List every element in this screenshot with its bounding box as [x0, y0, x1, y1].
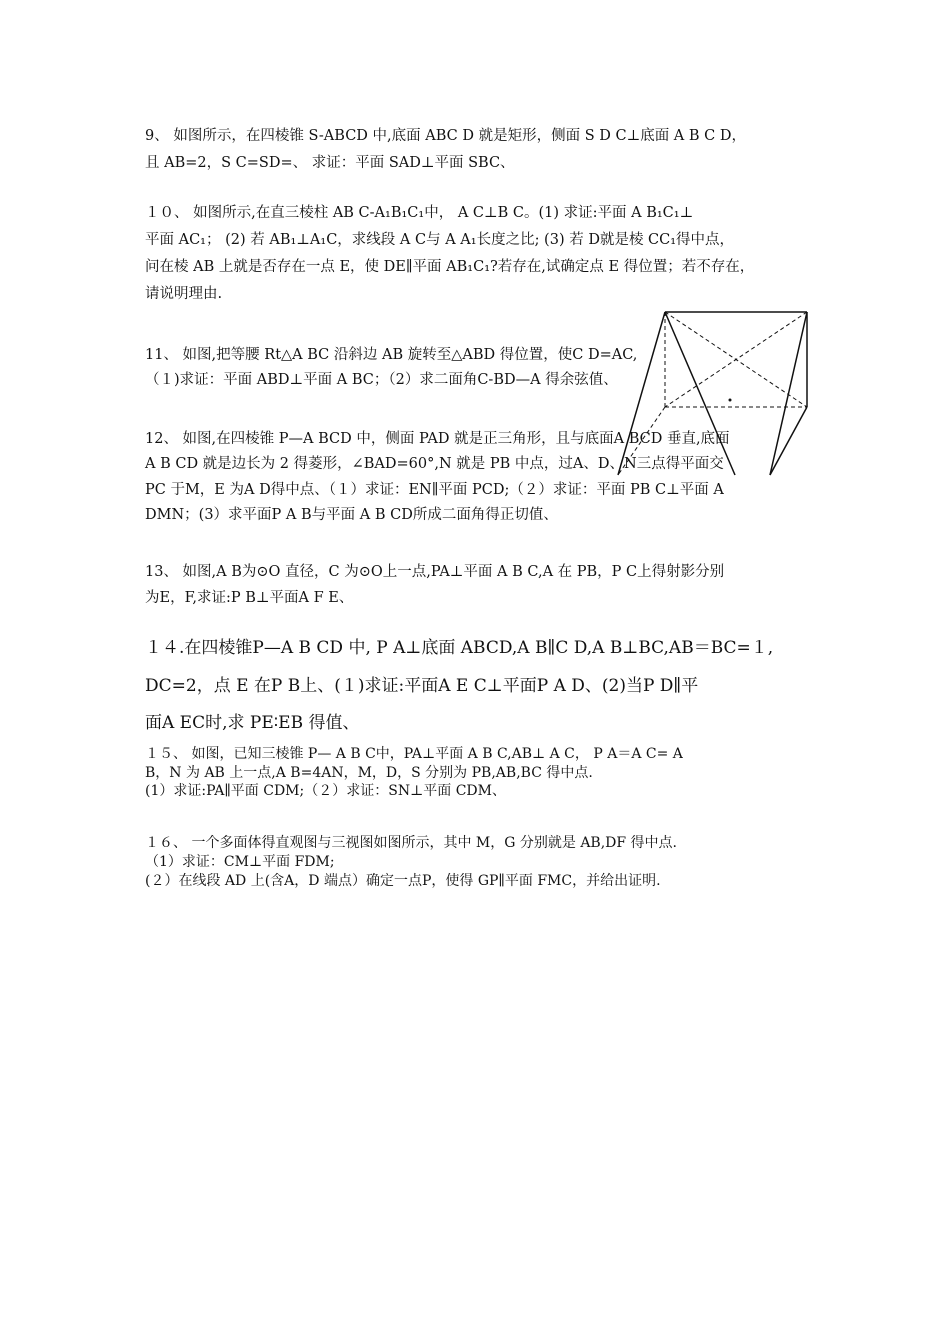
geometry-figure — [610, 305, 815, 480]
problem-12-line-4: DMN；(3）求平面P A B与平面 A B CD所成二面角得正切值、 — [145, 507, 558, 523]
problem-11-line-2: （１)求证：平面 ABD⊥平面 A BC；（2）求二面角C-BD—A 得余弦值、 — [145, 372, 618, 388]
figure-edge — [770, 312, 807, 475]
problem-16-line-1: １６、 一个多面体得直观图与三视图如图所示，其中 M，G 分别就是 AB,DF 得中点. — [145, 835, 678, 851]
figure-point — [729, 399, 732, 402]
problem-15-line-2: B，N 为 AB 上一点,A B=4AN，M，D，S 分别为 PB,AB,BC 得中点. — [145, 765, 593, 781]
figure-hidden-edge — [618, 407, 665, 475]
problem-14-line-2: DC=2，点 E 在P B上、(１)求证:平面A E C⊥平面P A D、(2)当P D∥平 — [145, 676, 699, 696]
problem-12-line-2: A B CD 就是边长为 2 得菱形，∠BAD=60°,N 就是 PB 中点，过A、D、N三点得平面交 — [145, 456, 724, 472]
problem-13-line-2: 为E，F,求证:P B⊥平面A F E、 — [145, 590, 354, 606]
problem-12-line-3: PC 于M，E 为A D得中点、（１）求证：EN∥平面 PCD;（２）求证：平面 PB C⊥平面 A — [145, 482, 724, 498]
figure-hidden-edge — [665, 312, 807, 407]
problem-10-line-4: 请说明理由. — [145, 286, 223, 302]
problem-10-line-3: 问在棱 AB 上就是否存在一点 E，使 DE∥平面 AB₁C₁?若存在,试确定点 E 得位置；若不存在， — [145, 259, 755, 275]
problem-11-line-1: 11、 如图,把等腰 Rt△A BC 沿斜边 AB 旋转至△ABD 得位置，使C D=AC, — [145, 347, 638, 363]
problem-16-line-2: （1）求证：CM⊥平面 FDM; — [145, 854, 335, 870]
problem-14-line-1: １４.在四棱锥P—A B CD 中, P A⊥底面 ABCD,A B∥C D,A B⊥BC,AB＝BC=１, — [145, 638, 774, 658]
problem-9-line-2: 且 AB=2，S C=SD=、 求证：平面 SAD⊥平面 SBC、 — [145, 155, 515, 171]
problem-10-line-1: １０、 如图所示,在直三棱柱 AB C-A₁B₁C₁中， A C⊥B C。(1) 求证:平面 A B₁C₁⊥ — [145, 205, 694, 221]
problem-14-line-3: 面A EC时,求 PE∶EB 得值、 — [145, 713, 360, 733]
problem-15-line-3: (1）求证:PA∥平面 CDM;（２）求证：SN⊥平面 CDM、 — [145, 783, 506, 799]
problem-15-line-1: １５、 如图，已知三棱锥 P— A B C中，PA⊥平面 A B C,AB⊥ A C， P A＝A C= A — [145, 746, 683, 762]
problem-12-line-1: 12、 如图,在四棱锥 P—A BCD 中，侧面 PAD 就是正三角形，且与底面A BCD 垂直,底面 — [145, 431, 730, 447]
figure-edge — [618, 312, 665, 475]
problem-9-line-1: 9、 如图所示，在四棱锥 S-ABCD 中,底面 ABC D 就是矩形，侧面 S D C⊥底面 A B C D， — [145, 128, 746, 144]
figure-edge — [665, 312, 735, 475]
problem-10-line-2: 平面 AC₁； (2) 若 AB₁⊥A₁C，求线段 A C与 A A₁长度之比; (3) 若 D就是棱 CC₁得中点， — [145, 232, 735, 248]
problem-13-line-1: 13、 如图,A B为⊙O 直径，C 为⊙O上一点,PA⊥平面 A B C,A 在 PB，P C上得射影分别 — [145, 564, 725, 580]
figure-edge — [770, 407, 807, 475]
problem-16-line-3: (２）在线段 AD 上(含A，D 端点）确定一点P，使得 GP∥平面 FMC，并给出证明. — [145, 873, 661, 889]
